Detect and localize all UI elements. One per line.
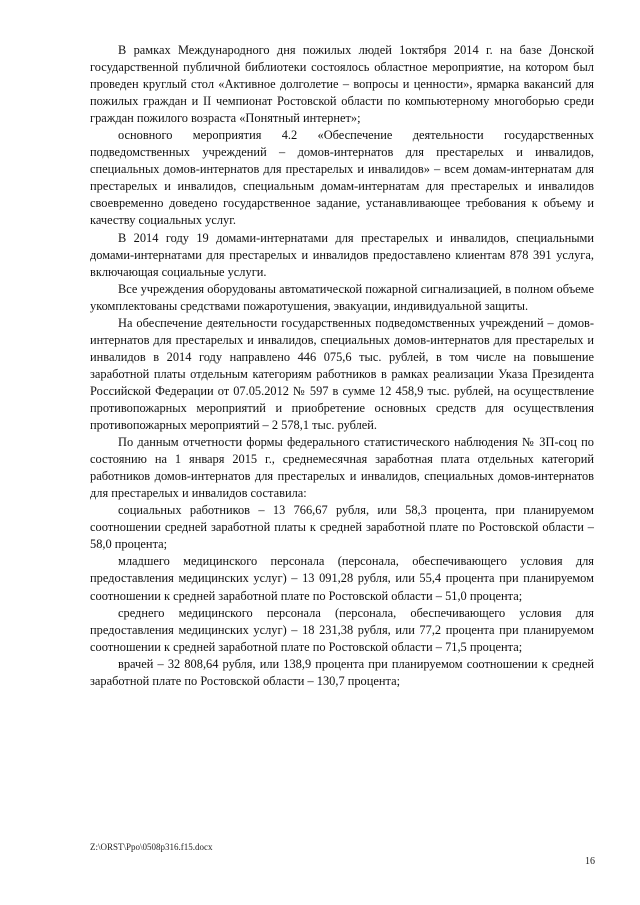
paragraph-7: социальных работников – 13 766,67 рубля, или 58,3 процента, при планируемом соотношении средней заработной платы к средней заработной плате по Ростовской области – 58,0 процента; xyxy=(90,503,594,552)
paragraph-9: среднего медицинского персонала (персонала, обеспечивающего условия для предоставления медицинских услуг) – 18 231,38 рубля, или 77,2 процента при планируемом соотношении к средней заработной плате по Ростовской области – 71,5 процента; xyxy=(90,605,594,654)
page-number: 16 xyxy=(585,856,595,867)
paragraph-4: Все учреждения оборудованы автоматической пожарной сигнализацией, в полном объеме укомплектованы средствами пожаротушения, эвакуации, индивидуальной защиты. xyxy=(90,281,594,313)
paragraph-5: На обеспечение деятельности государственных подведомственных учреждений – домов-интернатов для престарелых и инвалидов, специальных домов-интернатов для престарелых и инвалидов в 2014 году направлено 446 075,6 тыс. рублей, в том числе на повышение заработной платы отдельным категориям работников в рамках реализации Указа Президента Российской Федерации от 07.05.2012 № 597 в сумме 12 458,9 тыс. рублей, на осуществление противопожарных мероприятий и приобретение основных средств для осуществления противопожарных мероприятий – 2 578,1 тыс. рублей. xyxy=(90,315,594,433)
footer-file-path: Z:\ORST\Ppo\0508p316.f15.docx xyxy=(90,842,213,852)
paragraph-2: основного мероприятия 4.2 «Обеспечение деятельности государственных подведомственных учреждений – домов-интернатов для престарелых и инвалидов, специальных домов-интернатов для престарелых и инвалидов» – всем домам-интернатам для престарелых и инвалидов, специальным домам-интернатам для престарелых и инвалидов своевременно доведено государственное задание, устанавливающее требования к объему и качеству социальных услуг. xyxy=(90,128,594,228)
paragraph-1: В рамках Международного дня пожилых людей 1октября 2014 г. на базе Донской государственной публичной библиотеки состоялось областное мероприятие, на котором был проведен круглый стол «Активное долголетие – вопросы и ценности», ярмарка вакансий для пожилых граждан и II чемпионат Ростовской области по компьютерному многоборью среди граждан пожилого возраста «Понятный интернет»; xyxy=(90,43,594,126)
paragraph-6: По данным отчетности формы федерального статистического наблюдения № ЗП-соц по состоянию на 1 января 2015 г., среднемесячная заработная плата отдельных категорий работников домов-интернатов для престарелых и инвалидов, специальных домов-интернатов для престарелых и инвалидов составила: xyxy=(90,435,594,501)
document-body xyxy=(90,42,594,690)
paragraph-10: врачей – 32 808,64 рубля, или 138,9 процента при планируемом соотношении к средней заработной плате по Ростовской области – 130,7 процента; xyxy=(90,656,594,688)
paragraph-3: В 2014 году 19 домами-интернатами для престарелых и инвалидов, специальными домами-интернатами для престарелых и инвалидов предоставлено клиентам 878 391 услуга, включающая социальные услуги. xyxy=(90,230,594,279)
paragraph-8: младшего медицинского персонала (персонала, обеспечивающего условия для предоставления медицинских услуг) – 13 091,28 рубля, или 55,4 процента при планируемом соотношении к средней заработной плате по Ростовской области – 51,0 процента; xyxy=(90,554,594,603)
